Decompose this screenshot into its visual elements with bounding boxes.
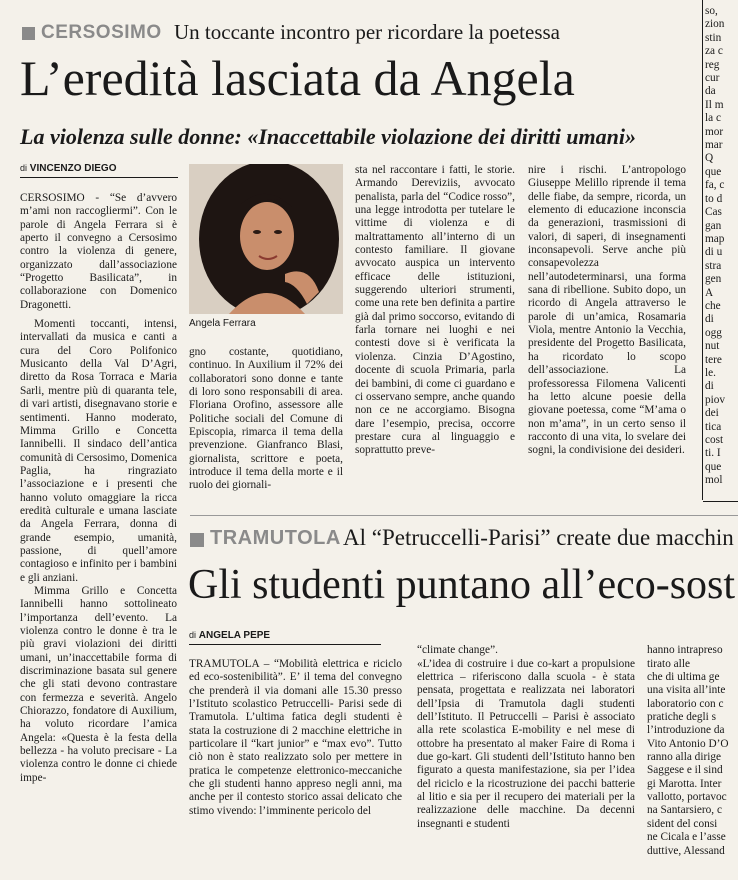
sidebar-line: so, xyxy=(705,5,718,17)
byline-rule xyxy=(20,177,178,178)
byline-prefix: di xyxy=(189,630,197,640)
sidebar-line: di u xyxy=(705,246,723,259)
article1-paragraph: sta nel raccontare i fatti, le storie. Armando Dereviziis, avvocato penalista, parla del “Codice rosso”, una legge introdotta per tutelare le vittime di violenza e di maltrattamento all’interno di un contesto familiare. Il giovane avvocato auspica un intervento efficace delle istituzioni, suggerendo ulteriori strumenti, come una rete ben definita a partire già dal primo soccorso, evitando di farla tornare nei luoghi e nei contesti dove si è verificata la violenza. Cinzia D’Agostino, docente di scuola Primaria, parla dei bambini, di come ci guardano e ci osservano sempre, anche quando non ce ne accorgiamo. Bisogna dare l’esempio, precisa, occorre prestare cura al linguaggio e soprattutto preve- xyxy=(355,164,515,457)
byline-name: ANGELA PEPE xyxy=(198,630,271,641)
sidebar-line: Q xyxy=(705,152,714,165)
kicker-subtitle: Un toccante incontro per ricordare la poetessa xyxy=(174,20,560,44)
article1-column-2 xyxy=(189,346,343,506)
sidebar-line: da xyxy=(705,85,716,98)
article1-paragraph: CERSOSIMO - “Se d’avvero m’ami non raccogliermi”. Con le parole di Angela Ferrara si è aperto il convegno a Cersosimo contro la violenza di genere, organizzato dall’associazione “Progetto Basilicata”, in collaborazione con Domenico Dragonetti. xyxy=(20,192,177,311)
sidebar-line: piov xyxy=(705,393,726,406)
article2-column-2 xyxy=(417,631,635,858)
byline-rule xyxy=(189,644,381,645)
sidebar-line: ogg xyxy=(705,326,722,339)
sidebar-line: stin xyxy=(705,31,722,44)
sidebar-line: cur xyxy=(705,72,720,85)
sidebar-line: ti. I xyxy=(705,447,721,460)
portrait-image xyxy=(189,164,343,314)
article2-paragraph: hanno intrapreso tirato alle che di ultima ge una visita all’inte laboratorio con c pratiche degli s l’introduzione da Vito Antonio D’O ranno alla dirige Saggese e il sind gi Marotta. Inter vallotto, portavoc na Santarsiero, c sident del consi ne Cicala e l’asse duttive, Alessand xyxy=(647,644,729,857)
article1-column-3 xyxy=(355,164,515,507)
sidebar-line: za c xyxy=(705,45,723,58)
kicker-square-icon xyxy=(190,533,204,547)
byline-name: VINCENZO DIEGO xyxy=(29,163,117,174)
sidebar-line: zion xyxy=(705,18,725,31)
kicker-subtitle: Al “Petruccelli-Parisi” create due macchin xyxy=(343,525,734,550)
sidebar-line: gan xyxy=(705,219,722,232)
sidebar-line: que xyxy=(705,165,722,178)
article1-column-4 xyxy=(528,164,686,507)
photo-caption: Angela Ferrara xyxy=(189,318,256,329)
sidebar-line: mol xyxy=(705,474,723,487)
sidebar-line: di xyxy=(705,380,714,393)
article2-paragraph: TRAMUTOLA – “Mobilità elettrica e riciclo ed eco-sostenibilità”. E’ il tema del convegno che prenderà il via domani alle 15.30 presso l’Istituto scolastico Petruccelli- Parisi sede di Tramutola. L’ultima fatica degli studenti è stata la costruzione di 2 macchine elettriche in particolare il “kart junior” e “max evo”. Tutto ciò non è stato realizzato solo per mettere in pratica le competenze elettronico-meccaniche che gli studenti hanno appreso negli anni, ma anche per il contesto storico assai delicato che stimo vivendo: l’imminente pericolo del xyxy=(189,658,402,817)
headline: L’eredità lasciata da Angela xyxy=(20,50,575,106)
sidebar-line: che xyxy=(705,299,721,312)
byline-prefix: di xyxy=(20,163,28,173)
subheadline: La violenza sulle donne: «Inaccettabile violazione dei diritti umani» xyxy=(20,124,636,149)
article2-column-3 xyxy=(647,631,738,858)
sidebar-line: fa, c xyxy=(705,179,725,192)
sidebar-line: mar xyxy=(705,139,723,152)
sidebar-line: di xyxy=(705,313,714,326)
sidebar-line: map xyxy=(705,232,725,245)
kicker-cersosimo: CERSOSIMO xyxy=(41,22,162,43)
article2-paragraph: “climate change”. «L’idea di costruire i due co-kart a propulsione elettrica – riferiscono dalla scuola - è stata pensata, progettata e realizzata nei laboratori dell’Ipsia di Tramutola dagli studenti dell’Istituto. Il Petruccelli – Parisi è associato alla rete scolastica E-mobility e nel mese di ottobre ha presentato al maker Faire di Roma i due go-kart. Gli studenti dell’Istituto hanno ben figurato a questa manifestazione, sia per l’idea del riciclo e la ricostruzione dei pacchi batterie al litio e sia per il recupero dei materiali per la realizzazione delle macchine. Da decenni insegnanti e studenti xyxy=(417,644,635,830)
kicker-square-icon xyxy=(22,27,35,40)
headline: Gli studenti puntano all’eco-sost xyxy=(188,562,736,608)
sidebar-line: Il m xyxy=(705,98,724,111)
sidebar-line: que xyxy=(705,460,722,473)
byline xyxy=(20,163,116,174)
article1-paragraph: nire i rischi. L’antropologo Giuseppe Melillo riprende il tema delle fiabe, da sempre, ricorda, un elemento di educazione inconscia da generazioni, trasmissioni di valori, di saperi, di insegnamenti inconsapevoli. Serve anche più consapevolezza nell’autodeterminarsi, una forma sana di ribellione. Subito dopo, un ricordo di Angela attraverso le parole di un’amica, Rosamaria Viola, mentre Antonio la Vecchia, presidente del Progetto Basilicata, ha ricordato lo scopo dell’associazione. La professoressa Filomena Valicenti ha letto alcune poesie della giovane poetessa, come “M’ama o non m’ama”, in un certo senso il racconto di una vita, lo svelare dei sogni, la condivisione dei desideri. xyxy=(528,164,686,457)
portrait-photo xyxy=(189,164,343,314)
section-divider xyxy=(190,515,738,516)
sidebar-line: nut xyxy=(705,340,720,353)
byline xyxy=(189,630,270,641)
sidebar-line: dei xyxy=(705,407,719,420)
article1-paragraph: gno costante, quotidiano, continuo. In Auxilium il 72% dei collaboratori sono donne e tante di loro sono responsabili di area. Floriana Orofino, assessore alle Politiche sociali del Comune di Episcopia, rimarca il tema della prevenzione. Gianfranco Blasi, giornalista, scrittore e poeta, introduce il tema della morte e il ruolo dei giornali- xyxy=(189,346,343,492)
sidebar-border xyxy=(702,0,703,500)
article1-paragraph: Mimma Grillo e Concetta Iannibelli hanno sottolineato l’importanza dell’evento. La violenza contro le donne è tra le più gravi violazioni dei diritti umani, un’inaccettabile forma di discriminazione basata sul genere che gli stati devono contrastare con fermezza e severità. Angelo Chiorazzo, fondatore di Auxilium, ha voluto ricordare l’amica Angela: «Questa è la festa della bellezza - ha voluto precisare - La violenza contro le donne ci chiede impe- xyxy=(20,584,177,784)
sidebar-line: to d xyxy=(705,192,723,205)
sidebar-line: gen xyxy=(705,273,722,286)
sidebar-line: cost xyxy=(705,434,724,446)
article1-paragraph: Momenti toccanti, intensi, intervallati da musica e canti a cura del Coro Polifonico Musicanto della Val D’Agri, diretto da Rosa Torraca e Maria Sarli, mentre più di quaranta tele, di vari artisti, disegnavano storie e sentimenti. Hanno moderato, Mimma Grillo e Concetta Iannibelli. Il sindaco dell’antica comunità di Cersosimo, Domenica Paglia, ha ringraziato l’associazione e i presenti che hanno voluto omaggiare la ricca eredità culturale e umana lasciate da Angela Ferrara, donna di grande esempio, umanità, passione, di quell’amore contagioso e infinito per i bambini e gli anziani. xyxy=(20,318,177,584)
sidebar-column xyxy=(705,5,738,495)
article2-column-1 xyxy=(189,658,402,858)
sidebar-line: Cas xyxy=(705,206,722,219)
sidebar-line: reg xyxy=(705,58,720,71)
sidebar-line: le. xyxy=(705,366,716,379)
sidebar-line: tica xyxy=(705,420,722,433)
sidebar-line: stra xyxy=(705,259,722,272)
article1-column-1 xyxy=(20,192,177,854)
kicker-tramutola: TRAMUTOLA xyxy=(210,527,341,549)
sidebar-line: A xyxy=(705,286,714,299)
sidebar-line: mor xyxy=(705,125,724,138)
sidebar-line: tere xyxy=(705,353,722,366)
sidebar-bottom-rule xyxy=(703,501,738,502)
sidebar-line: la c xyxy=(705,112,721,125)
